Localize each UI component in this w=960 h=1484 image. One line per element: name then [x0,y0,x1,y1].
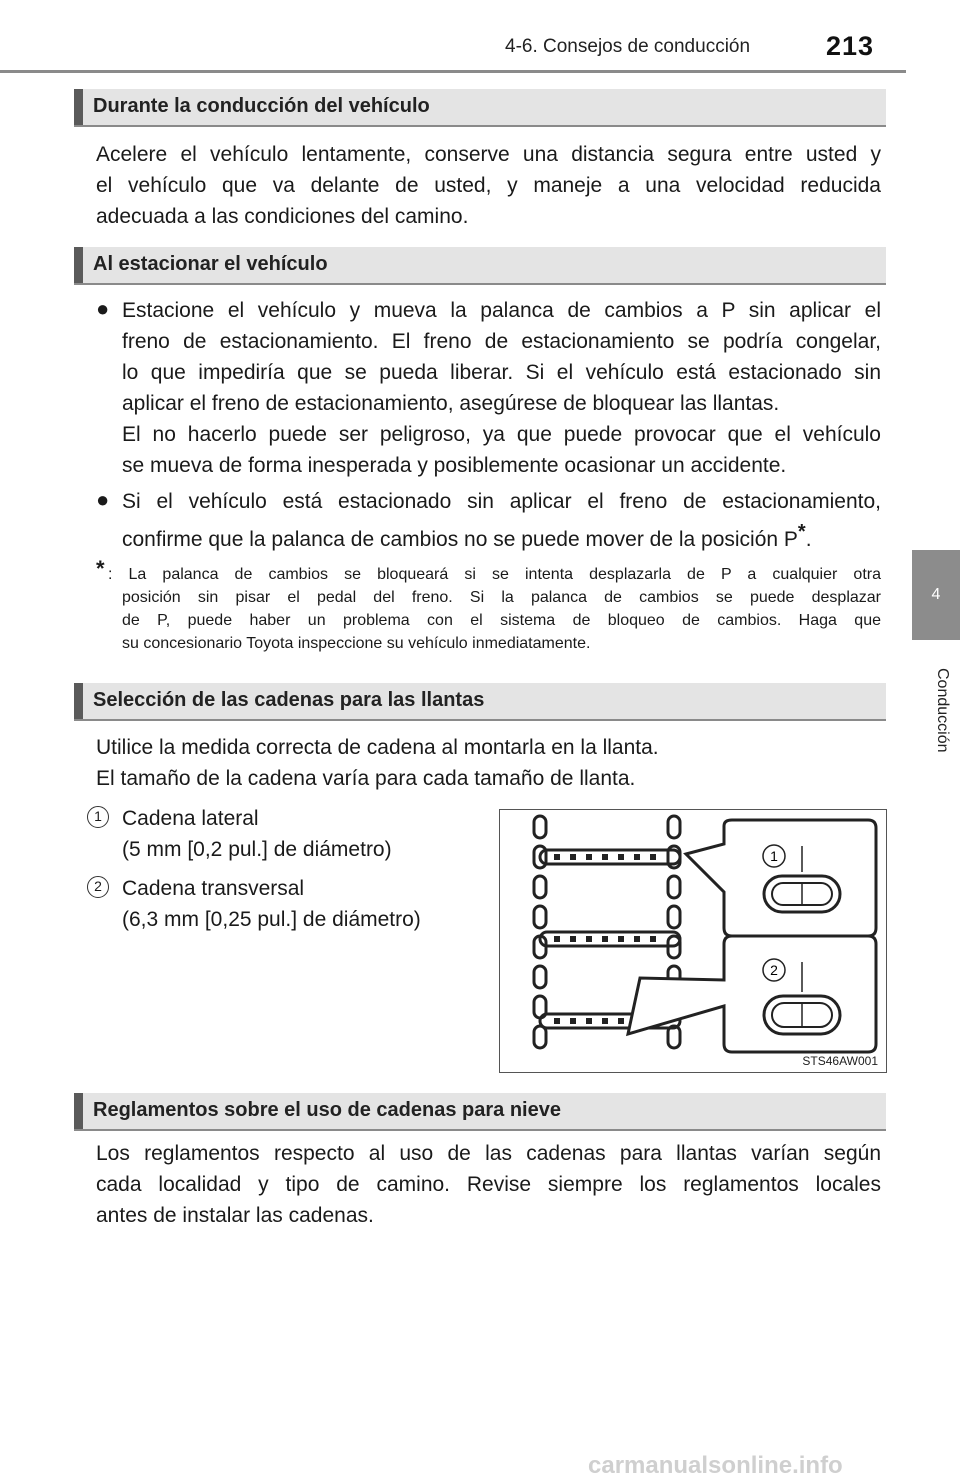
text-line: aplicar el freno de estacionamiento, asegúrese de bloquear las llantas. [122,392,780,415]
footnote-star: * [96,556,105,581]
text-line: antes de instalar las cadenas. [96,1204,374,1227]
heading-bar [74,89,83,125]
page-number: 213 [826,31,875,61]
chapter-tab-label: Conducción [934,667,951,753]
text-line: freno de estacionamiento. El freno de estacionamiento se podría congelar, [122,330,881,353]
driving-paragraph [96,139,881,232]
section-heading-driving [74,89,886,127]
text-line: El tamaño de la cadena varía para cada tamaño de llanta. [96,767,636,790]
item-spec: (6,3 mm [0,25 pul.] de diámetro) [122,908,421,931]
chains-intro [96,732,881,794]
section-heading-text: Reglamentos sobre el uso de cadenas para nieve [93,1099,561,1121]
chain-drawing [500,810,886,1072]
chain-illustration [499,809,887,1073]
header-section-title: 4-6. Consejos de conducción [505,36,751,57]
text-line: Utilice la medida correcta de cadena al montarla en la llanta. [96,736,659,759]
footnote-text [108,563,881,655]
footnote-marker: * [797,521,806,543]
text-span: confirme que la palanca de cambios no se puede mover de la posición P [122,528,798,551]
header-rule [0,70,906,73]
figure-callout-2: 2 [770,962,778,978]
text-line: Acelere el vehículo lentamente, conserve una distancia segura entre usted y [96,143,881,166]
text-line: lo que impediría que se pueda liberar. Si el vehículo está estacionado sin [122,361,881,384]
text-line: posición sin pisar el pedal del freno. Si la palanca de cambios se puede desplazar [122,589,881,606]
item-name: Cadena lateral [122,807,259,830]
parking-bullet-1 [122,295,881,481]
section-heading-text: Al estacionar el vehículo [93,253,328,275]
watermark: carmanualsonline.info [588,1452,843,1479]
chain-item-1 [122,803,392,865]
text-line: Si el vehículo está estacionado sin aplicar el freno de estacionamiento, [122,490,881,513]
callout-number-2: 2 [87,876,109,898]
text-line: se mueva de forma inesperada y posiblemente ocasionar un accidente. [122,454,787,477]
figure-code: STS46AW001 [802,1054,878,1068]
text-line: el vehículo que va delante de usted, y maneje a una velocidad reducida [96,174,881,197]
section-heading-parking [74,247,886,285]
text-line: Los reglamentos respecto al uso de las cadenas para llantas varían según [96,1142,881,1165]
text-line [122,517,881,555]
section-heading-text: Durante la conducción del vehículo [93,95,430,117]
text-line: El no hacerlo puede ser peligroso, ya que puede provocar que el vehículo [122,423,881,446]
item-name: Cadena transversal [122,877,305,900]
text-line: : La palanca de cambios se bloqueará si se intenta desplazarla de P a cualquier otra [108,566,881,583]
section-heading-chains [74,683,886,721]
text-line: Estacione el vehículo y mueva la palanca de cambios a P sin aplicar el [122,299,881,322]
bullet-icon: ● [96,487,110,512]
heading-bar [74,1093,83,1129]
heading-bar [74,247,83,283]
section-heading-regulations [74,1093,886,1131]
text-line: su concesionario Toyota inspeccione su vehículo inmediatamente. [122,635,591,652]
text-line: de P, puede haber un problema con el sistema de bloqueo de cambios. Haga que [122,612,881,629]
chain-item-2 [122,873,421,935]
bullet-icon: ● [96,296,110,321]
regulations-paragraph [96,1138,881,1231]
chapter-tab[interactable]: 4 [912,550,960,640]
heading-bar [74,683,83,719]
callout-number-1: 1 [87,806,109,828]
section-heading-text: Selección de las cadenas para las llantas [93,689,485,711]
text-line: adecuada a las condiciones del camino. [96,205,469,228]
parking-bullet-2 [122,486,881,555]
figure-callout-1: 1 [770,848,778,864]
text-span: . [805,528,812,551]
item-spec: (5 mm [0,2 pul.] de diámetro) [122,838,392,861]
callout-box-2 [628,936,876,1052]
text-line: cada localidad y tipo de camino. Revise siempre los reglamentos locales [96,1173,881,1196]
